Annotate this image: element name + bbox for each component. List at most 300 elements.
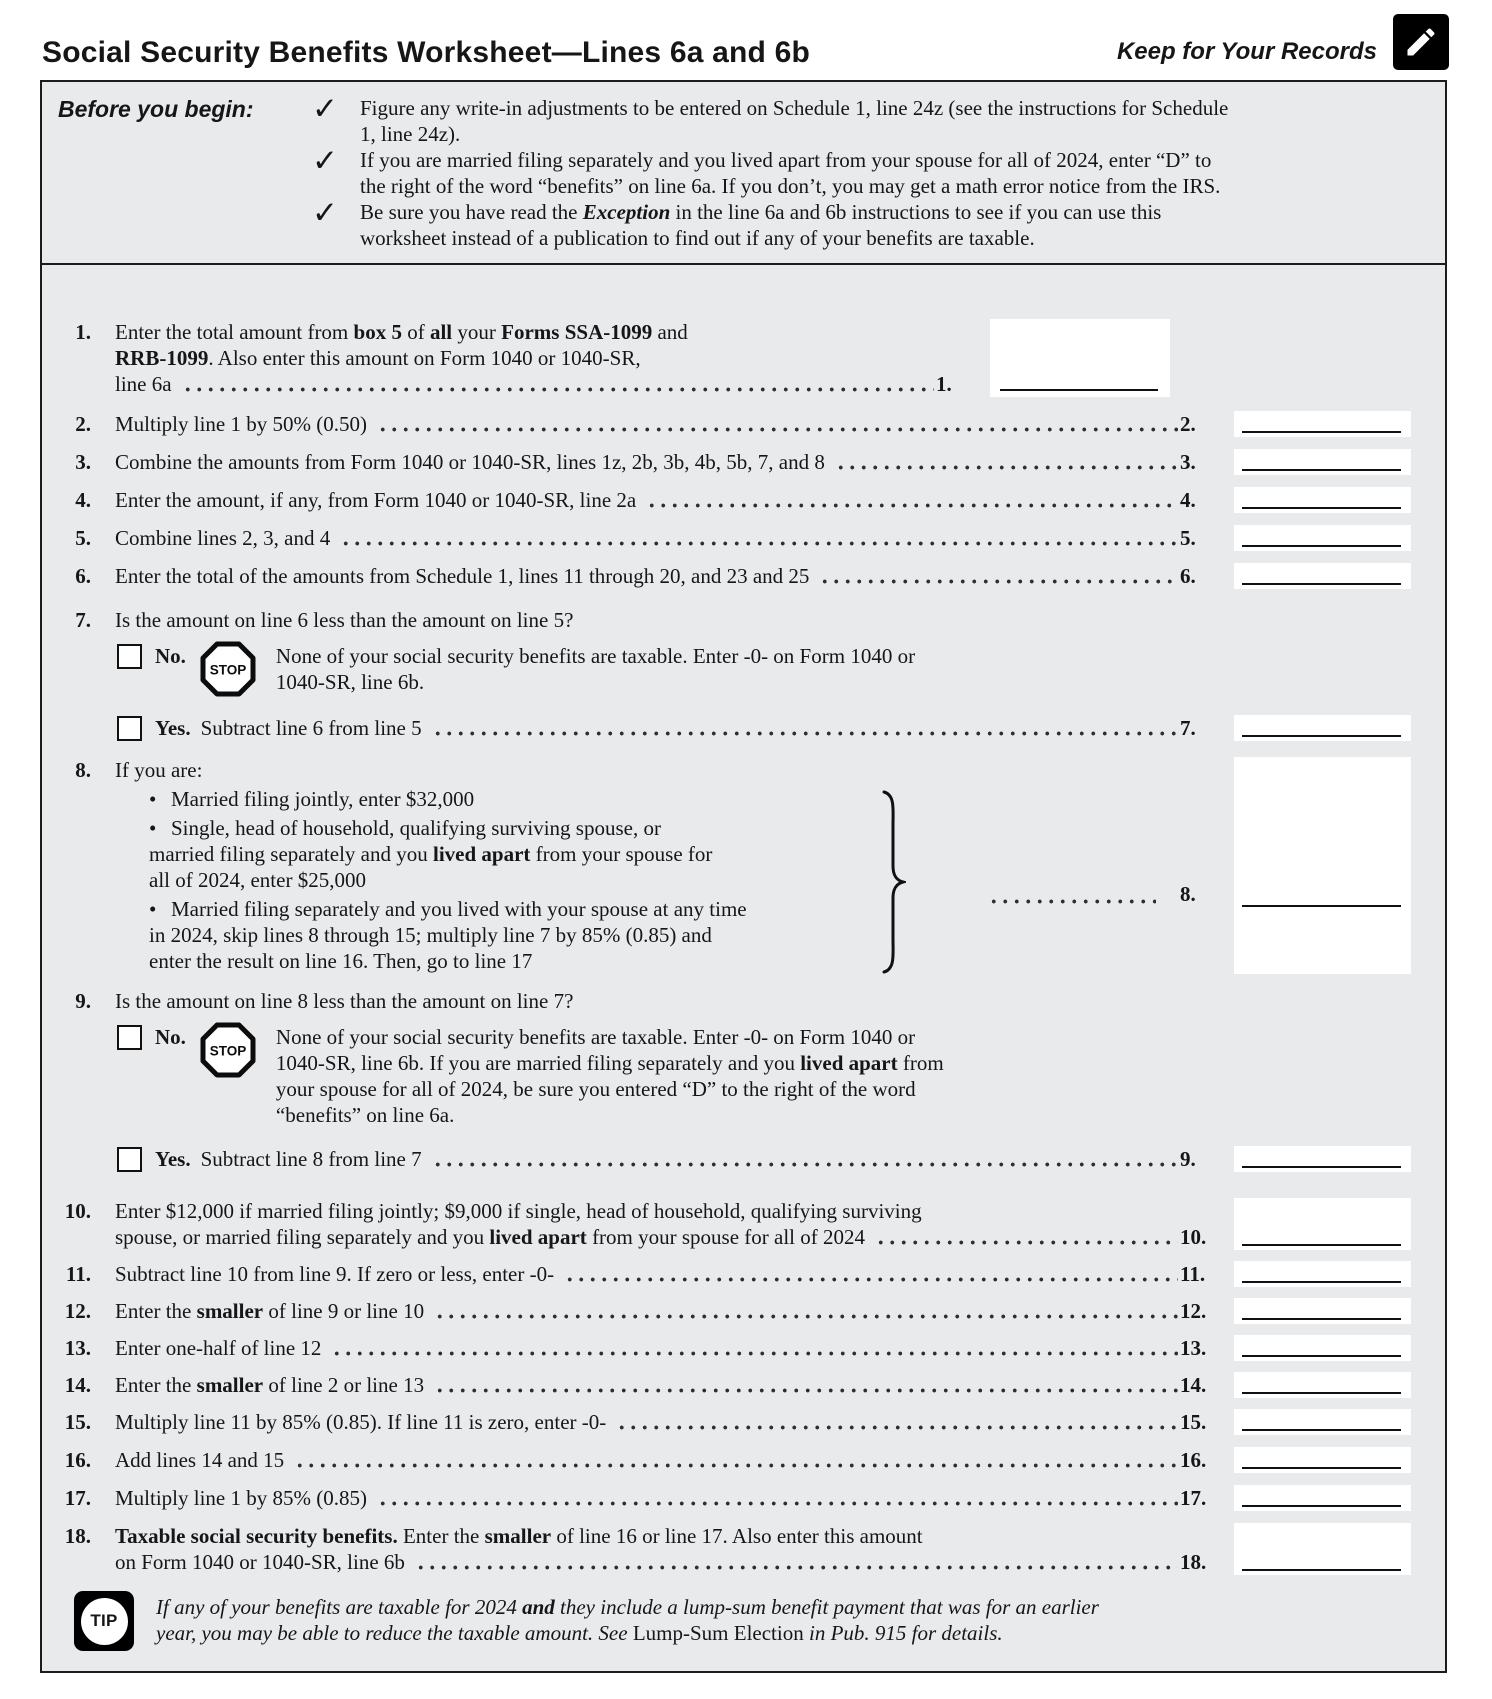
text-line-content (115, 563, 809, 589)
entry-line-12[interactable] (1234, 1298, 1411, 1324)
line-7-yes-row (42, 697, 1445, 741)
text-line-content (115, 371, 172, 397)
text-segment: Combine lines 2, 3, and 4 (115, 526, 331, 550)
text-segment: married filing separately and you (149, 842, 433, 866)
line-number (42, 1024, 115, 1128)
text-line (115, 411, 1180, 437)
entry-line-10[interactable] (1234, 1198, 1411, 1250)
bullet-icon: • (149, 816, 157, 840)
line-number-right-label: 10. (1180, 1225, 1207, 1249)
dot-leader (415, 1564, 1178, 1571)
text-line (276, 669, 1180, 695)
line-number (42, 643, 115, 697)
text-line-content (115, 525, 330, 551)
entry-line-5[interactable] (1234, 525, 1411, 551)
line-number: 18. (64, 1524, 91, 1548)
text-segment: lived apart (432, 842, 531, 866)
entry-underline (1242, 545, 1401, 547)
no-option (115, 1024, 1180, 1128)
text-segment: Enter one-half of line 12 (115, 1336, 322, 1360)
text-segment: Enter $12,000 if married filing jointly; $9,000 if single, head of household, qualifying surviving (115, 1199, 922, 1223)
line-10-row (42, 1172, 1445, 1250)
line-number-right-label: 8. (1180, 882, 1196, 906)
right-margin (1411, 487, 1445, 513)
text-line (115, 607, 1180, 633)
text-segment: smaller (196, 1373, 264, 1397)
entry-underline (1242, 1467, 1401, 1469)
text-segment: of line 2 or line 13 (263, 1373, 425, 1397)
line-14-text (115, 1372, 1180, 1398)
entry-line-3[interactable] (1234, 449, 1411, 475)
text-segment: If you are: (115, 758, 203, 782)
line-number (42, 715, 115, 741)
line-6-row (42, 551, 1445, 589)
dot-leader (434, 1387, 1178, 1394)
line-number-right (1180, 1198, 1234, 1250)
text-segment: from your spouse for all of 2024 (586, 1225, 866, 1249)
line-18-text (115, 1523, 1180, 1575)
dot-leader (377, 426, 1178, 433)
right-margin (1411, 988, 1445, 1014)
dot-leader (182, 386, 934, 393)
entry-underline (1242, 1281, 1401, 1283)
line-number: 13. (64, 1336, 91, 1360)
line-2-row (42, 397, 1445, 437)
line-7-question-text (115, 607, 1180, 633)
no-option-text (276, 643, 1180, 695)
before-you-begin-section (42, 82, 1445, 265)
entry-line-14[interactable] (1234, 1372, 1411, 1398)
line-9-question-text (115, 988, 1180, 1014)
entry-underline (1242, 1244, 1401, 1246)
text-line (115, 1372, 1180, 1398)
text-segment: Married filing jointly, enter $32,000 (171, 787, 475, 811)
checkmark-icon: ✓ (312, 143, 338, 178)
dot-leader (434, 1313, 1178, 1320)
worksheet-sheet (40, 80, 1447, 1673)
line-number-right (1180, 988, 1234, 1014)
text-segment: Enter the total amount from (115, 320, 354, 344)
text-segment: Enter the (115, 1299, 197, 1323)
line-number: 14. (64, 1373, 91, 1397)
text-line (115, 1485, 1180, 1511)
text-segment: Be sure you have read the (360, 200, 583, 224)
line-7-no-checkbox[interactable] (117, 644, 142, 669)
text-segment: Multiply line 1 by 50% (0.50) (115, 412, 367, 436)
line-number: 1. (75, 320, 91, 344)
text-segment: Enter the total of the amounts from Schedule 1, lines 11 through 20, and 23 and 25 (115, 564, 810, 588)
right-margin (1411, 1261, 1445, 1287)
line-5-text (115, 525, 1180, 551)
right-margin (1411, 1146, 1445, 1172)
line-number-right-label: 15. (1180, 1410, 1207, 1434)
text-segment: lived apart (489, 1225, 587, 1249)
line-number-right (1180, 449, 1234, 475)
entry-underline (1000, 389, 1158, 391)
text-segment: RRB-1099 (115, 346, 209, 370)
entry-underline (1242, 1392, 1401, 1394)
text-segment: in the line 6a and 6b instructions to see if you can use this (670, 200, 1162, 224)
line-number: 17. (64, 1486, 91, 1510)
entry-line-9-q (1234, 988, 1411, 1014)
text-segment: Enter the (115, 1373, 197, 1397)
text-segment: 1, line 24z). (360, 122, 461, 146)
brace-icon (880, 789, 906, 980)
line-15-text (115, 1409, 1180, 1435)
line-number (42, 1146, 115, 1172)
text-line (156, 1594, 1099, 1620)
text-line (115, 371, 936, 397)
bullet-item (149, 786, 980, 812)
pencil-glyph (1403, 24, 1439, 60)
text-line (115, 1523, 1180, 1549)
line-8-intro (115, 757, 980, 783)
before-you-begin-items (312, 91, 1431, 251)
text-segment: enter the result on line 16. Then, go to line 17 (149, 949, 533, 973)
line-number-right-label: 14. (1180, 1373, 1207, 1397)
right-margin (1411, 449, 1445, 475)
line-4-row (42, 475, 1445, 513)
entry-underline (1242, 1166, 1401, 1168)
line-number: 6. (75, 564, 91, 588)
text-line (360, 173, 1431, 199)
stop-icon (200, 641, 256, 697)
text-segment: year, you may be able to reduce the taxable amount. See (156, 1621, 633, 1645)
text-line-content (115, 1485, 367, 1511)
text-line (115, 1409, 1180, 1435)
entry-line-11[interactable] (1234, 1261, 1411, 1287)
line-7-no-row (42, 633, 1445, 697)
before-item (312, 143, 1431, 199)
line-11-row (42, 1250, 1445, 1287)
entry-line-7-no (1234, 643, 1411, 697)
text-segment: worksheet instead of a publication to find out if any of your benefits are taxable. (360, 226, 1035, 250)
line-number-right (1180, 1372, 1234, 1398)
line-number-right (1180, 525, 1234, 551)
bullet-icon: • (149, 787, 157, 811)
dot-leader (616, 1424, 1178, 1431)
text-segment: Is the amount on line 8 less than the amount on line 7? (115, 989, 574, 1013)
line-3-row (42, 437, 1445, 475)
text-segment: Enter the (397, 1524, 485, 1548)
text-line-content (115, 1261, 554, 1287)
entry-line-16[interactable] (1234, 1447, 1411, 1473)
text-line (149, 815, 980, 841)
text-segment: “benefits” on line 6a. (275, 1103, 455, 1127)
line-17-row (42, 1473, 1445, 1511)
text-line (115, 1447, 1180, 1473)
text-segment: spouse, or married filing separately and you (115, 1225, 490, 1249)
line-number-right (1180, 1298, 1234, 1324)
text-segment: on Form 1040 or 1040-SR, line 6b (115, 1550, 405, 1574)
right-margin (1411, 643, 1445, 697)
text-line-content (115, 1224, 865, 1250)
right-margin (1411, 1485, 1445, 1511)
entry-line-17[interactable] (1234, 1485, 1411, 1511)
line-number-right (1180, 715, 1234, 741)
text-line (360, 121, 1431, 147)
entry-underline (1242, 1429, 1401, 1431)
line-16-text (115, 1447, 1180, 1473)
text-segment: your spouse for all of 2024, be sure you entered “D” to the right of the word (275, 1077, 916, 1101)
line-13-text (115, 1335, 1180, 1361)
text-segment: of line 9 or line 10 (263, 1299, 425, 1323)
yes-option-text (201, 715, 422, 741)
text-segment: of (401, 320, 430, 344)
entry-line-9[interactable] (1234, 1146, 1411, 1172)
text-segment: Enter the amount, if any, from Form 1040 or 1040-SR, line 2a (115, 488, 637, 512)
right-margin (1411, 525, 1445, 551)
line-12-row (42, 1287, 1445, 1324)
text-segment: Lump-Sum Election (632, 1621, 804, 1645)
text-line (360, 225, 1431, 251)
line-number: 7. (75, 608, 91, 632)
line-6-text (115, 563, 1180, 589)
line-4-text (115, 487, 1180, 513)
text-line-content (115, 411, 367, 437)
line-9-yes-option (115, 1146, 1180, 1172)
before-item (312, 91, 1431, 147)
line-number: 16. (64, 1448, 91, 1472)
line-number-right (1180, 1024, 1234, 1128)
text-segment: from your spouse for (530, 842, 713, 866)
right-margin (1411, 1298, 1445, 1324)
text-segment: Multiply line 1 by 85% (0.85) (115, 1486, 367, 1510)
line-number: 8. (75, 758, 91, 782)
text-line (149, 948, 980, 974)
dot-leader (875, 1239, 1178, 1246)
right-margin (1170, 319, 1445, 397)
dot-leader (819, 578, 1178, 585)
line-number: 10. (64, 1199, 91, 1223)
line-number-right-label: 1. (936, 372, 952, 396)
line-9-no-checkbox[interactable] (117, 1025, 142, 1050)
text-segment: Is the amount on line 6 less than the amount on line 5? (115, 608, 574, 632)
text-line (276, 1076, 1180, 1102)
line-13-row (42, 1324, 1445, 1361)
text-segment: Subtract line 8 from line 7 (200, 1147, 422, 1171)
line-number: 4. (75, 488, 91, 512)
line-number-right-label: 4. (1180, 488, 1196, 512)
text-segment: Add lines 14 and 15 (115, 1448, 285, 1472)
text-line (115, 1298, 1180, 1324)
text-line (115, 1224, 1180, 1250)
text-segment: Single, head of household, qualifying surviving spouse, or (171, 816, 661, 840)
entry-line-2[interactable] (1234, 411, 1411, 437)
line-number-right-label: 13. (1180, 1336, 1207, 1360)
line-number-right (1180, 1335, 1234, 1361)
line-number-right (1180, 1447, 1234, 1473)
line-number-right (1180, 487, 1234, 513)
stop-icon-label: STOP (209, 662, 247, 678)
line-17-text (115, 1485, 1180, 1511)
entry-underline (1242, 431, 1401, 433)
text-segment: in Pub. 915 for details. (803, 1621, 1003, 1645)
entry-line-15[interactable] (1234, 1409, 1411, 1435)
tip-text (156, 1591, 1099, 1651)
entry-line-6[interactable] (1234, 563, 1411, 589)
line-11-text (115, 1261, 1180, 1287)
line-number-right-label: 5. (1180, 526, 1196, 550)
entry-line-7[interactable] (1234, 715, 1411, 741)
text-line (115, 319, 936, 345)
line-number-right-label: 11. (1180, 1262, 1206, 1286)
text-segment: . Also enter this amount on Form 1040 or 1040-SR, (208, 346, 641, 370)
line-5-row (42, 513, 1445, 551)
line-number-right-label: 6. (1180, 564, 1196, 588)
text-segment: 1040-SR, line 6b. (275, 670, 425, 694)
entry-line-1[interactable] (990, 319, 1170, 397)
page-title: Social Security Benefits Worksheet—Lines 6a and 6b (42, 36, 811, 69)
line-number-right (1180, 1146, 1234, 1172)
right-margin (1411, 607, 1445, 633)
text-segment: line 6a (115, 372, 172, 396)
line-12-text (115, 1298, 1180, 1324)
bullet-item (149, 815, 980, 893)
entry-line-7-q (1234, 607, 1411, 633)
line-9-question-row (42, 974, 1445, 1014)
entry-underline (1242, 507, 1401, 509)
pencil-icon (1393, 14, 1449, 70)
line-number-right-label: 18. (1180, 1550, 1207, 1574)
line-7-yes-checkbox[interactable] (117, 716, 142, 741)
text-segment: Subtract line 6 from line 5 (200, 716, 422, 740)
text-line (156, 1620, 1099, 1646)
text-segment: smaller (196, 1299, 264, 1323)
yes-option (115, 1146, 1180, 1172)
line-8-row (42, 741, 1445, 974)
before-you-begin-label: Before you begin: (58, 96, 254, 122)
text-segment: If any of your benefits are taxable for 2024 (156, 1595, 523, 1619)
text-segment: they include a lump-sum benefit payment that was for an earlier (554, 1595, 1099, 1619)
entry-underline (1242, 1355, 1401, 1357)
line-9-yes-checkbox[interactable] (117, 1147, 142, 1172)
text-line (360, 147, 1431, 173)
tip-icon (74, 1591, 134, 1651)
line-number-right (1180, 757, 1234, 974)
text-segment: Taxable social security benefits. (115, 1524, 398, 1548)
text-line (115, 449, 1180, 475)
text-segment: Married filing separately and you lived with your spouse at any time (171, 897, 747, 921)
text-segment: your (452, 320, 502, 344)
text-segment: in 2024, skip lines 8 through 15; multiply line 7 by 85% (0.85) and (149, 923, 712, 947)
text-line (115, 1335, 1180, 1361)
keep-for-records-label: Keep for Your Records (1116, 38, 1377, 65)
entry-line-8[interactable] (1234, 757, 1411, 974)
yes-option-text (201, 1146, 422, 1172)
line-16-row (42, 1435, 1445, 1473)
text-segment: Subtract line 10 from line 9. If zero or less, enter -0- (115, 1262, 555, 1286)
line-number-right (936, 319, 990, 397)
dot-leader (340, 540, 1178, 547)
line-15-row (42, 1398, 1445, 1435)
text-line (360, 95, 1431, 121)
title-bar (42, 14, 1449, 70)
entry-line-18[interactable] (1234, 1523, 1411, 1575)
bullet-item (149, 896, 980, 974)
line-number: 11. (65, 1262, 91, 1286)
text-segment: all of 2024, enter $25,000 (149, 868, 366, 892)
filing-status-bullets (115, 786, 980, 974)
right-margin (1411, 715, 1445, 741)
right-margin (1411, 1198, 1445, 1250)
text-line (115, 988, 1180, 1014)
text-line-content (115, 1447, 284, 1473)
text-line (276, 643, 1180, 669)
line-number-right-label: 3. (1180, 450, 1196, 474)
right-margin (1411, 563, 1445, 589)
line-10-text (115, 1198, 1180, 1250)
text-segment: and (522, 1595, 555, 1619)
line-18-row (42, 1511, 1445, 1575)
text-segment: smaller (484, 1524, 552, 1548)
line-number: 9. (75, 989, 91, 1013)
text-segment: of line 16 or line 17. Also enter this amount (551, 1524, 923, 1548)
yes-option (115, 715, 1180, 741)
text-line (115, 487, 1180, 513)
text-segment: Forms SSA-1099 (501, 320, 653, 344)
stop-icon (200, 1022, 256, 1078)
no-label: No. (155, 644, 186, 668)
line-7-yes-option (115, 715, 1180, 741)
line-3-text (115, 449, 1180, 475)
dot-leader (432, 1161, 1178, 1168)
text-line-content (115, 449, 825, 475)
dot-leader (988, 898, 1156, 905)
line-number: 12. (64, 1299, 91, 1323)
line-number: 2. (75, 412, 91, 436)
text-line (115, 1198, 1180, 1224)
line-8-text (115, 757, 980, 974)
text-segment: all (429, 320, 453, 344)
text-line (360, 199, 1431, 225)
text-segment: Combine the amounts from Form 1040 or 1040-SR, lines 1z, 2b, 3b, 4b, 5b, 7, and 8 (115, 450, 825, 474)
line-2-text (115, 411, 1180, 437)
line-7-no-option (115, 643, 1180, 697)
text-segment: from (897, 1051, 944, 1075)
brace-dot-leader-column (980, 757, 1180, 974)
text-line (149, 896, 980, 922)
dot-leader (377, 1500, 1178, 1507)
entry-underline (1242, 1318, 1401, 1320)
text-segment: lived apart (800, 1051, 898, 1075)
text-segment: box 5 (353, 320, 402, 344)
tip-icon-label: TIP (81, 1598, 128, 1645)
line-number-right (1180, 1261, 1234, 1287)
line-9-no-row (42, 1014, 1445, 1128)
entry-underline (1242, 469, 1401, 471)
text-line-content (115, 1409, 606, 1435)
checkmark-icon: ✓ (312, 91, 338, 126)
entry-line-13[interactable] (1234, 1335, 1411, 1361)
line-number-right (1180, 563, 1234, 589)
right-margin (1411, 1024, 1445, 1128)
line-number-right-label: 7. (1180, 716, 1196, 740)
text-line-content (115, 1372, 424, 1398)
dot-leader (294, 1462, 1178, 1469)
text-line (149, 922, 980, 948)
right-margin (1411, 411, 1445, 437)
entry-line-4[interactable] (1234, 487, 1411, 513)
no-option-text (276, 1024, 1180, 1128)
line-number-right-label: 12. (1180, 1299, 1207, 1323)
text-line (276, 1050, 1180, 1076)
text-segment: Exception (582, 200, 671, 224)
text-line-content (115, 487, 636, 513)
text-line (115, 1549, 1180, 1575)
right-margin (1411, 1523, 1445, 1575)
checkmark-icon: ✓ (312, 195, 338, 230)
